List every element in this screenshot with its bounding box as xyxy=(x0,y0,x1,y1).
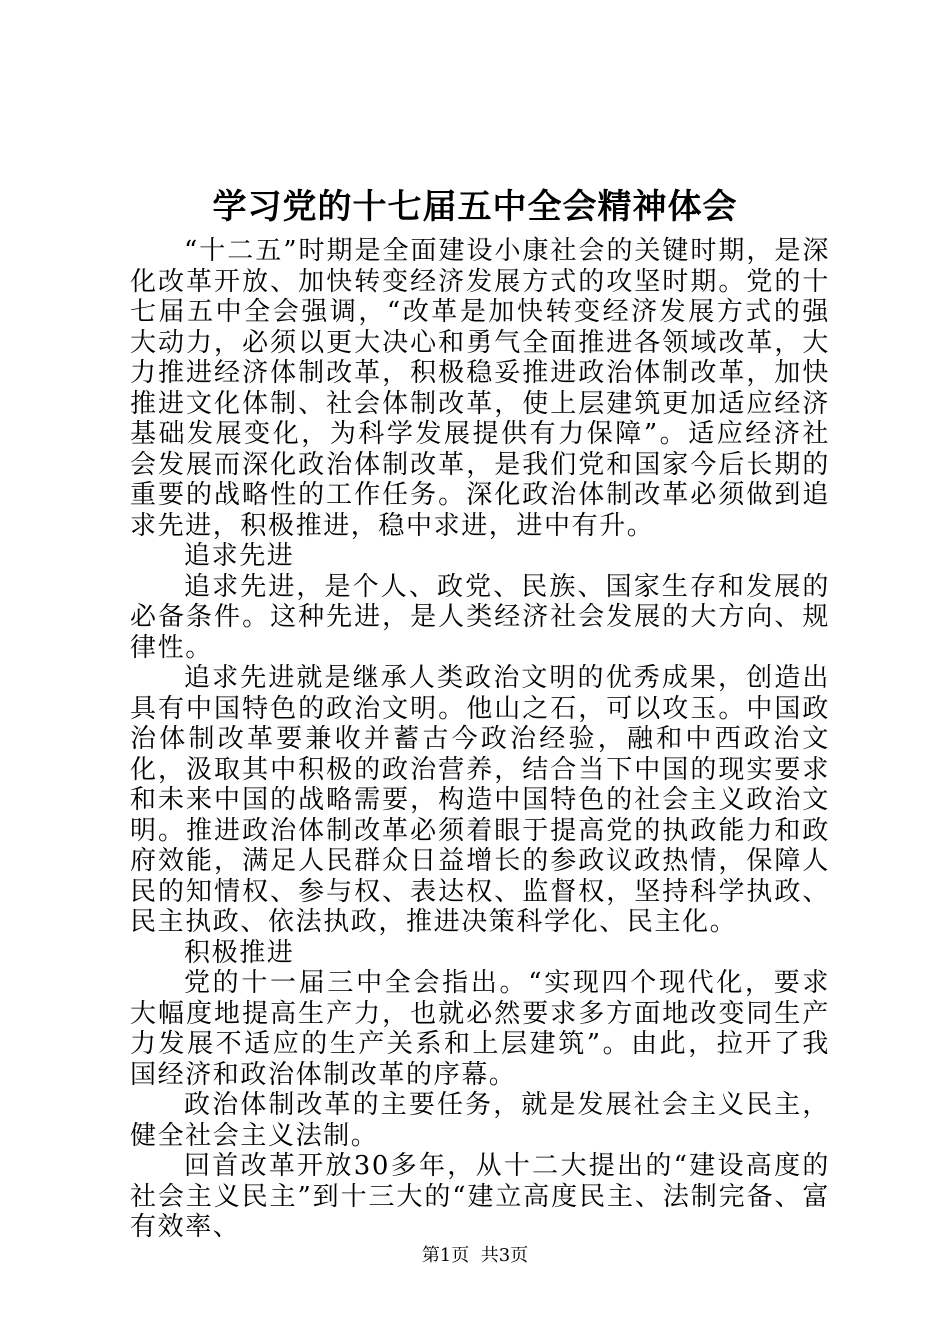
page-total: 共3页 xyxy=(480,1245,529,1266)
section-heading-active-promotion: 积极推进 xyxy=(184,937,295,968)
paragraph: 回首改革开放30多年，从十二大提出的“建设高度的社会主义民主”到十三大的“建立高度民主、法制完备、富有效率、 xyxy=(130,1151,830,1242)
paragraph: 追求先进就是继承人类政治文明的优秀成果，创造出具有中国特色的政治文明。他山之石，可以攻玉。中国政治体制改革要兼收并蓄古今政治经验，融和中西政治文化，汲取其中积极的政治营养，结合当下中国的现实要求和未来中国的战略需要，构造中国特色的社会主义政治文明。推进政治体制改革必须着眼于提高党的执政能力和政府效能，满足人民群众日益增长的参政议政热情，保障人民的知情权、参与权、表达权、监督权，坚持科学执政、民主执政、依法执政，推进决策科学化、民主化。 xyxy=(130,663,830,937)
page-number: 第1页 xyxy=(421,1245,470,1266)
document-title: 学习党的十七届五中全会精神体会 xyxy=(212,187,738,227)
document-body xyxy=(130,236,830,1243)
section-heading-pursue-advancement: 追求先进 xyxy=(184,541,295,571)
paragraph: 政治体制改革的主要任务，就是发展社会主义民主，健全社会主义法制。 xyxy=(130,1090,830,1151)
page-footer xyxy=(0,1244,950,1268)
paragraph: 追求先进，是个人、政党、民族、国家生存和发展的必备条件。这种先进，是人类经济社会发展的大方向、规律性。 xyxy=(130,571,830,663)
paragraph: 党的十一届三中全会指出。“实现四个现代化，要求大幅度地提高生产力，也就必然要求多方面地改变同生产力发展不适应的生产关系和上层建筑”。由此，拉开了我国经济和政治体制改革的序幕。 xyxy=(130,968,830,1090)
paragraph-intro: “十二五”时期是全面建设小康社会的关键时期，是深化改革开放、加快转变经济发展方式的攻坚时期。党的十七届五中全会强调，“改革是加快转变经济发展方式的强大动力，必须以更大决心和勇气全面推进各领域改革，大力推进经济体制改革，积极稳妥推进政治体制改革，加快推进文化体制、社会体制改革，使上层建筑更加适应经济基础发展变化，为科学发展提供有力保障”。适应经济社会发展而深化政治体制改革，是我们党和国家今后长期的重要的战略性的工作任务。深化政治体制改革必须做到追求先进，积极推进，稳中求进，进中有升。 xyxy=(130,236,830,541)
